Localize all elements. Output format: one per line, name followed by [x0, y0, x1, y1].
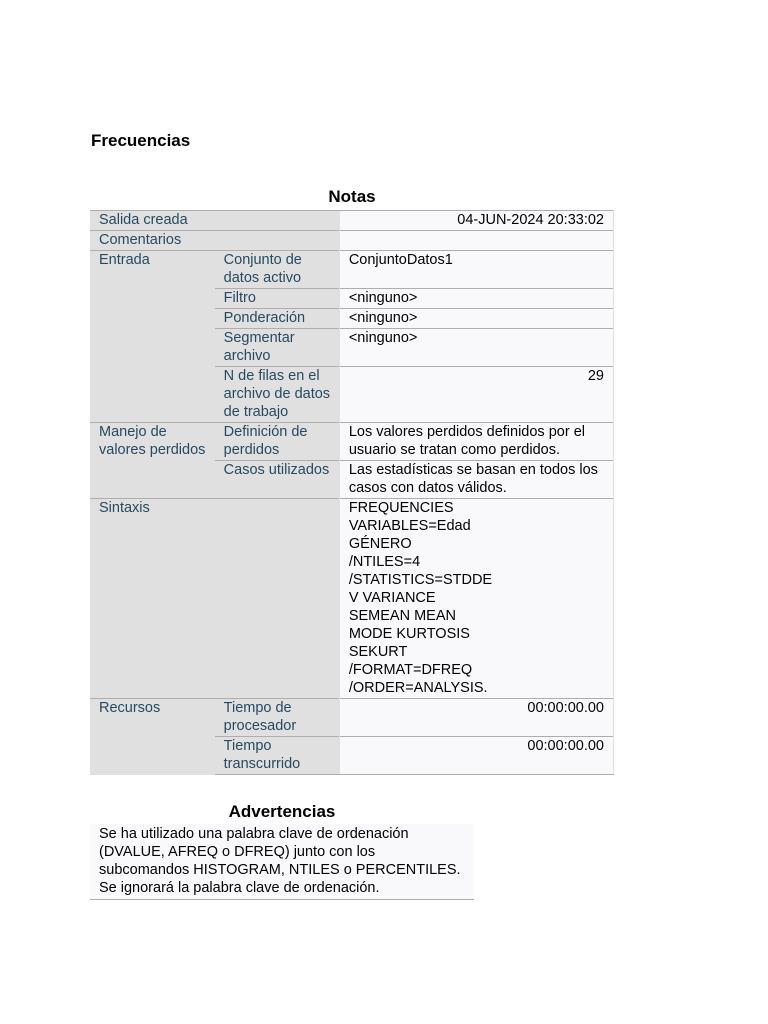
table-row [90, 231, 614, 251]
cell-n-filas: 29 [339, 367, 613, 423]
row-subheader-ponderacion: Ponderación [215, 309, 340, 329]
row-subheader-procesador: Tiempo de procesador [215, 699, 340, 737]
warnings-text: Se ha utilizado una palabra clave de ordenación (DVALUE, AFREQ o DFREQ) junto con los subcomandos HISTOGRAM, NTILES o PERCENTILES. Se ignorará la palabra clave de ordenación. [90, 824, 474, 900]
row-subheader-transcurrido: Tiempo transcurrido [215, 737, 340, 775]
sintaxis-line: /STATISTICS=STDDE [348, 572, 493, 588]
sintaxis-line: /ORDER=ANALYSIS. [348, 680, 488, 696]
row-header-manejo: Manejo de valores perdidos [90, 423, 215, 499]
cell-salida-creada: 04-JUN-2024 20:33:02 [339, 211, 613, 231]
cell-segmentar: <ninguno> [339, 329, 613, 367]
row-header-comentarios: Comentarios [90, 231, 339, 251]
warnings-title: Advertencias [228, 802, 336, 821]
cell-procesador: 00:00:00.00 [339, 699, 613, 737]
row-header-sintaxis: Sintaxis [90, 499, 339, 699]
row-header-recursos: Recursos [90, 699, 215, 775]
notes-table-title: Notas [328, 187, 376, 206]
notes-table [90, 210, 614, 775]
cell-transcurrido: 00:00:00.00 [339, 737, 613, 775]
sintaxis-line: GÉNERO [348, 536, 412, 552]
table-row [90, 211, 614, 231]
table-row [90, 251, 614, 289]
row-subheader-definicion: Definición de perdidos [215, 423, 340, 461]
row-subheader-n-filas: N de filas en el archivo de datos de trabajo [215, 367, 340, 423]
cell-filtro: <ninguno> [339, 289, 613, 309]
table-row [90, 499, 614, 699]
row-subheader-segmentar: Segmentar archivo [215, 329, 340, 367]
page-heading: Frecuencias [91, 131, 191, 150]
cell-casos: Las estadísticas se basan en todos los casos con datos válidos. [339, 461, 613, 499]
row-subheader-conjunto: Conjunto de datos activo [215, 251, 340, 289]
sintaxis-line: SEMEAN MEAN [348, 608, 456, 624]
cell-conjunto: ConjuntoDatos1 [339, 251, 613, 289]
sintaxis-line: V VARIANCE [348, 590, 436, 606]
table-row [90, 423, 614, 461]
row-subheader-casos: Casos utilizados [215, 461, 340, 499]
cell-comentarios [339, 231, 613, 251]
cell-sintaxis [339, 499, 613, 699]
sintaxis-line: MODE KURTOSIS [348, 626, 470, 642]
cell-ponderacion: <ninguno> [339, 309, 613, 329]
sintaxis-line: SEKURT [348, 644, 408, 660]
row-header-entrada: Entrada [90, 251, 215, 423]
row-header-salida-creada: Salida creada [90, 211, 339, 231]
row-subheader-filtro: Filtro [215, 289, 340, 309]
sintaxis-line: /FORMAT=DFREQ [348, 662, 473, 678]
sintaxis-line: VARIABLES=Edad [348, 518, 471, 534]
sintaxis-line: /NTILES=4 [348, 554, 421, 570]
table-row [90, 699, 614, 737]
cell-definicion: Los valores perdidos definidos por el usuario se tratan como perdidos. [339, 423, 613, 461]
sintaxis-line: FREQUENCIES [348, 500, 454, 516]
